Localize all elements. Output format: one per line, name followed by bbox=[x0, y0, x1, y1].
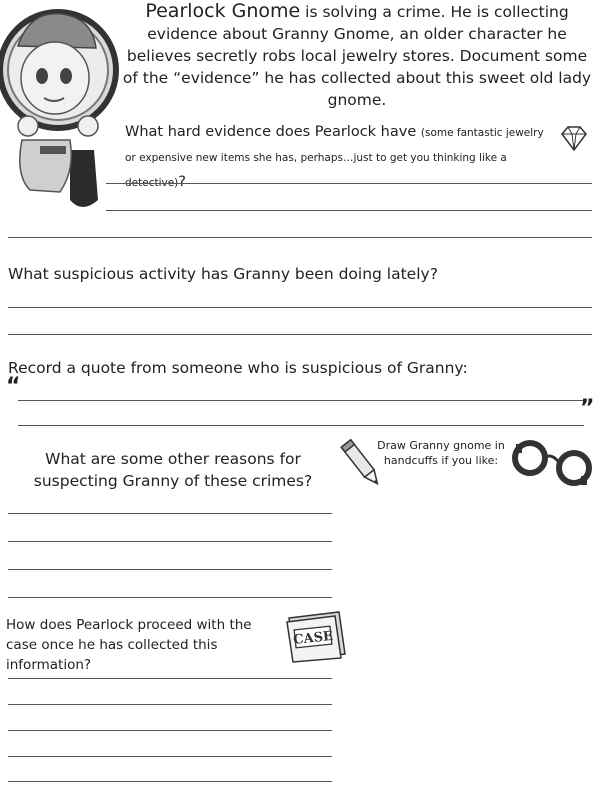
character-name: Pearlock Gnome bbox=[145, 0, 301, 22]
answer-line[interactable] bbox=[8, 307, 592, 308]
q1-detail: (some fantastic jewelry or expensive new items she has, perhaps…just to get you thinking like a detective) bbox=[125, 127, 544, 189]
answer-line[interactable] bbox=[8, 730, 332, 731]
close-quote-mark: ” bbox=[580, 396, 595, 421]
q1-end: ? bbox=[178, 174, 186, 190]
answer-line[interactable] bbox=[8, 237, 592, 238]
answer-line[interactable] bbox=[106, 210, 592, 211]
answer-line[interactable] bbox=[106, 183, 592, 184]
question-other-reasons: What are some other reasons for suspecting Granny of these crimes? bbox=[33, 450, 313, 490]
answer-line[interactable] bbox=[8, 756, 332, 757]
diamond-icon bbox=[558, 124, 590, 154]
answer-line[interactable] bbox=[8, 704, 332, 705]
answer-line[interactable] bbox=[8, 781, 332, 782]
answer-line[interactable] bbox=[8, 334, 592, 335]
question-quote: Record a quote from someone who is suspicious of Granny: bbox=[8, 359, 468, 377]
answer-line[interactable] bbox=[8, 597, 332, 598]
quote-line[interactable] bbox=[18, 400, 584, 401]
intro-paragraph bbox=[118, 0, 596, 111]
open-quote-mark: “ bbox=[6, 374, 21, 399]
handcuffs-icon bbox=[508, 434, 596, 492]
q1-main: What hard evidence does Pearlock have bbox=[125, 124, 421, 140]
case-folder-icon bbox=[283, 608, 353, 664]
question-how-proceed: How does Pearlock proceed with the case once he has collected this information? bbox=[6, 617, 252, 673]
draw-note: Draw Granny gnome in handcuffs if you like: bbox=[377, 439, 505, 467]
question-suspicious-activity: What suspicious activity has Granny been doing lately? bbox=[8, 265, 438, 283]
answer-line[interactable] bbox=[8, 513, 332, 514]
answer-line[interactable] bbox=[8, 678, 332, 679]
answer-line[interactable] bbox=[8, 541, 332, 542]
intro-text: is solving a crime. He is collecting evidence about Granny Gnome, an older character he believes secretly robs local jewelry stores. Document some of the “evidence” he has collected about this sweet old lady gnome. bbox=[122, 3, 592, 109]
answer-line[interactable] bbox=[8, 569, 332, 570]
case-label: CASE bbox=[292, 628, 334, 649]
quote-line[interactable] bbox=[18, 425, 584, 426]
